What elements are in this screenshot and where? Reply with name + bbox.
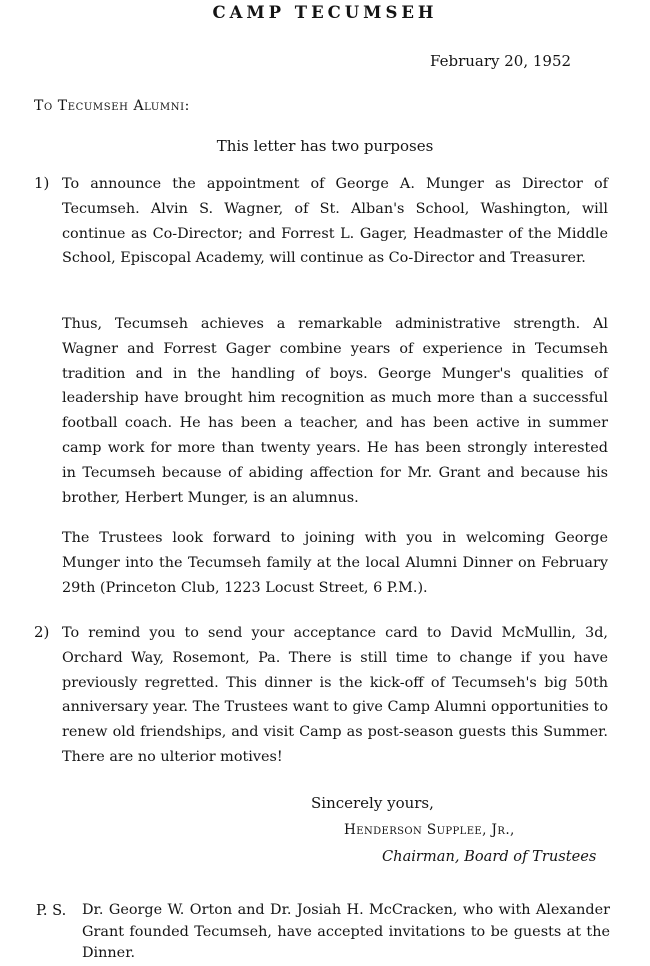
postscript-label: P. S. [36,902,67,919]
signer-title: Chairman, Board of Trustees [382,848,597,865]
salutation: To Tecumseh Alumni: [34,98,190,114]
item-1-paragraph-3: The Trustees look forward to joining with you in welcoming George Munger into the Tecumseh family at the local Alumni Dinner on February 29th (Princeton Club, 1223 Locust Street, 6 P.M.). [62,530,608,596]
signoff: Sincerely yours, [311,794,434,812]
item-1-paragraph-2: Thus, Tecumseh achieves a remarkable administrative strength. Al Wagner and Forrest Gager combine years of experience in Tecumseh tradition and in the handling of boys. George Munger's qualities of leadership have brought him recognition as much more than a successful football coach. He has been a teacher, and has been active in summer camp work for more than twenty years. He has been strongly interested in Tecumseh because of abiding affection for Mr. Grant and because his brother, Herbert Munger, is an alumnus. [62,316,608,506]
signer-name: Henderson Supplee, Jr., [344,822,515,838]
letterhead-title: CAMP TECUMSEH [212,3,438,22]
item-1-number: 1) [34,174,50,192]
letter-date: February 20, 1952 [430,52,572,70]
item-2-number: 2) [34,623,50,641]
item-1-paragraph-1: To announce the appointment of George A. Munger as Director of Tecumseh. Alvin S. Wagner, of St. Alban's School, Washington, will continue as Co-Director; and Forrest L. Gager, Headmaster of the Middle School, Episcopal Academy, will continue as Co-Director and Treasurer. [62,176,608,267]
item-2-paragraph-1: To remind you to send your acceptance card to David McMullin, 3d, Orchard Way, Rosemont, Pa. There is still time to change if you have previously regretted. This dinner is the kick-off of Tecumseh's big 50th anniversary year. The Trustees want to give Camp Alumni opportunities to renew old friendships, and visit Camp as post-season guests this Summer. There are no ulterior motives! [62,625,608,765]
purpose-line: This letter has two purposes [216,137,434,155]
postscript-text: Dr. George W. Orton and Dr. Josiah H. McCracken, who with Alexander Grant founded Tecumseh, have accepted invitations to be guests at the Dinner. [82,902,610,961]
